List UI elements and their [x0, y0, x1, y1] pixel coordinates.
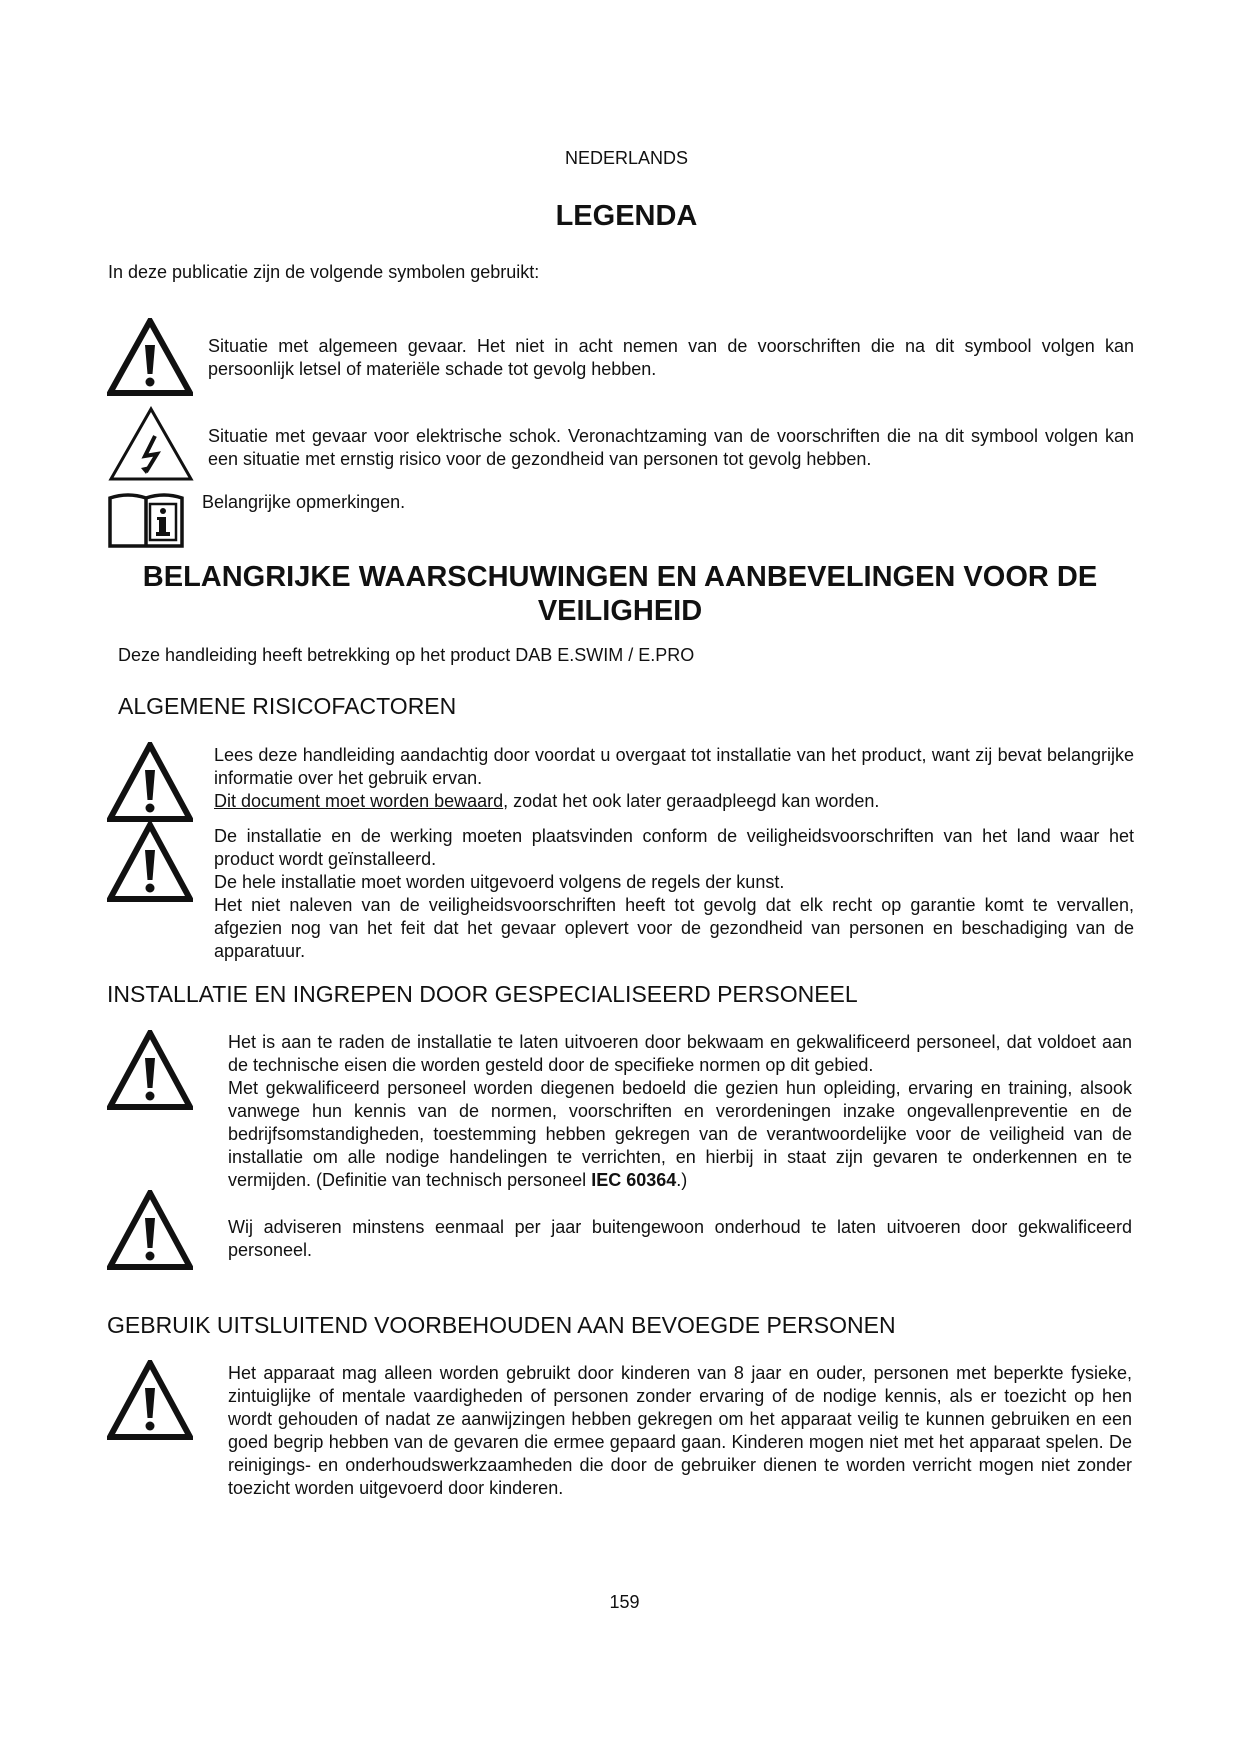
risk-paragraph-5: Het niet naleven van de veiligheidsvoorschriften heeft tot gevolg dat elk recht op garantie komt te vervallen, afgezien nog van het feit dat het gevaar oplevert voor de gezondheid van personen en beschadiging van de apparatuur. — [214, 895, 1134, 961]
install-paragraph-1: Het is aan te raden de installatie te laten uitvoeren door bekwaam en gekwalificeerd personeel, dat voldoet aan de technische eisen die worden gesteld door de specifieke normen op dit gebied. — [228, 1032, 1132, 1075]
general-danger-icon — [107, 1030, 193, 1110]
legenda-item-info: Belangrijke opmerkingen. — [202, 492, 406, 512]
safety-title-line1: BELANGRIJKE WAARSCHUWINGEN EN AANBEVELINGEN VOOR DE — [142, 561, 1098, 593]
usage-paragraph: Het apparaat mag alleen worden gebruikt door kinderen van 8 jaar en ouder, personen met beperkte fysieke, zintuiglijke of mentale vaardigheden of personen zonder ervaring of de nodige kennis, als er toezicht op hen wordt gehouden of nadat ze aanwijzingen hebben gekregen om het apparaat veilig te kunnen gebruiken en een goed begrip hebben van de gevaren die ermee gepaard gaan. Kinderen mogen niet met het apparaat spelen. De reinigings- en onderhoudswerkzaamheden die door de gebruiker dienen te worden verricht mogen niet zonder toezicht worden uitgevoerd door kinderen. — [228, 1363, 1132, 1498]
general-danger-icon — [107, 822, 193, 902]
risk-heading: ALGEMENE RISICOFACTOREN — [118, 693, 457, 719]
page-number: 159 — [609, 1592, 640, 1612]
general-danger-icon — [107, 1190, 193, 1270]
general-danger-icon — [107, 318, 193, 396]
legenda-item-general-danger: Situatie met algemeen gevaar. Het niet in acht nemen van de voorschriften die na dit symbool volgen kan persoonlijk letsel of materiële schade tot gevolg hebben. — [208, 336, 1134, 379]
risk-paragraph-3: De installatie en de werking moeten plaatsvinden conform de veiligheidsvoorschriften van het land waar het product wordt geïnstalleerd. — [214, 826, 1134, 869]
safety-title — [100, 560, 1140, 628]
product-note: Deze handleiding heeft betrekking op het product DAB E.SWIM / E.PRO — [118, 645, 695, 665]
safety-title-line2: VEILIGHEID — [537, 595, 703, 627]
language-header: NEDERLANDS — [564, 148, 689, 168]
electric-shock-icon — [108, 406, 194, 482]
iec-standard: IEC 60364 — [591, 1170, 677, 1190]
legenda-title: LEGENDA — [555, 200, 698, 232]
install-heading: INSTALLATIE EN INGREPEN DOOR GESPECIALISEERD PERSONEEL — [107, 981, 858, 1007]
general-danger-icon — [107, 742, 193, 822]
legenda-item-electric-shock: Situatie met gevaar voor elektrische schok. Veronachtzaming van de voorschriften die na dit symbool volgen kan een situatie met ernstig risico voor de gezondheid van personen tot gevolg hebben. — [208, 426, 1134, 469]
install-paragraph-3: Wij adviseren minstens eenmaal per jaar buitengewoon onderhoud te laten uitvoeren door gekwalificeerd personeel. — [228, 1217, 1132, 1260]
legenda-intro: In deze publicatie zijn de volgende symbolen gebruikt: — [108, 262, 540, 282]
info-book-icon — [108, 490, 184, 550]
risk-paragraph-1: Lees deze handleiding aandachtig door voordat u overgaat tot installatie van het product, want zij bevat belangrijke informatie over het gebruik ervan. — [214, 745, 1134, 788]
risk-paragraph-2: Dit document moet worden bewaard, zodat het ook later geraadpleegd kan worden. — [214, 791, 880, 811]
keep-document-note: Dit document moet worden bewaard — [214, 791, 504, 811]
install-paragraph-2: Met gekwalificeerd personeel worden diegenen bedoeld die gezien hun opleiding, ervaring en training, alsook vanwege hun kennis van de normen, voorschriften en verordeningen inzake ongevallenpreventie en de bedrijfsomstandigheden, toestemming hebben gekregen van de verantwoordelijke voor de veiligheid van de installatie om alle nodige handelingen te verrichten, en hierbij in staat zijn gevaren te onderkennen en te vermijden. (Definitie van technisch personeel IEC 60364.) — [228, 1078, 1132, 1190]
risk-paragraph-4: De hele installatie moet worden uitgevoerd volgens de regels der kunst. — [214, 872, 785, 892]
usage-heading: GEBRUIK UITSLUITEND VOORBEHOUDEN AAN BEVOEGDE PERSONEN — [107, 1312, 896, 1338]
general-danger-icon — [107, 1360, 193, 1440]
